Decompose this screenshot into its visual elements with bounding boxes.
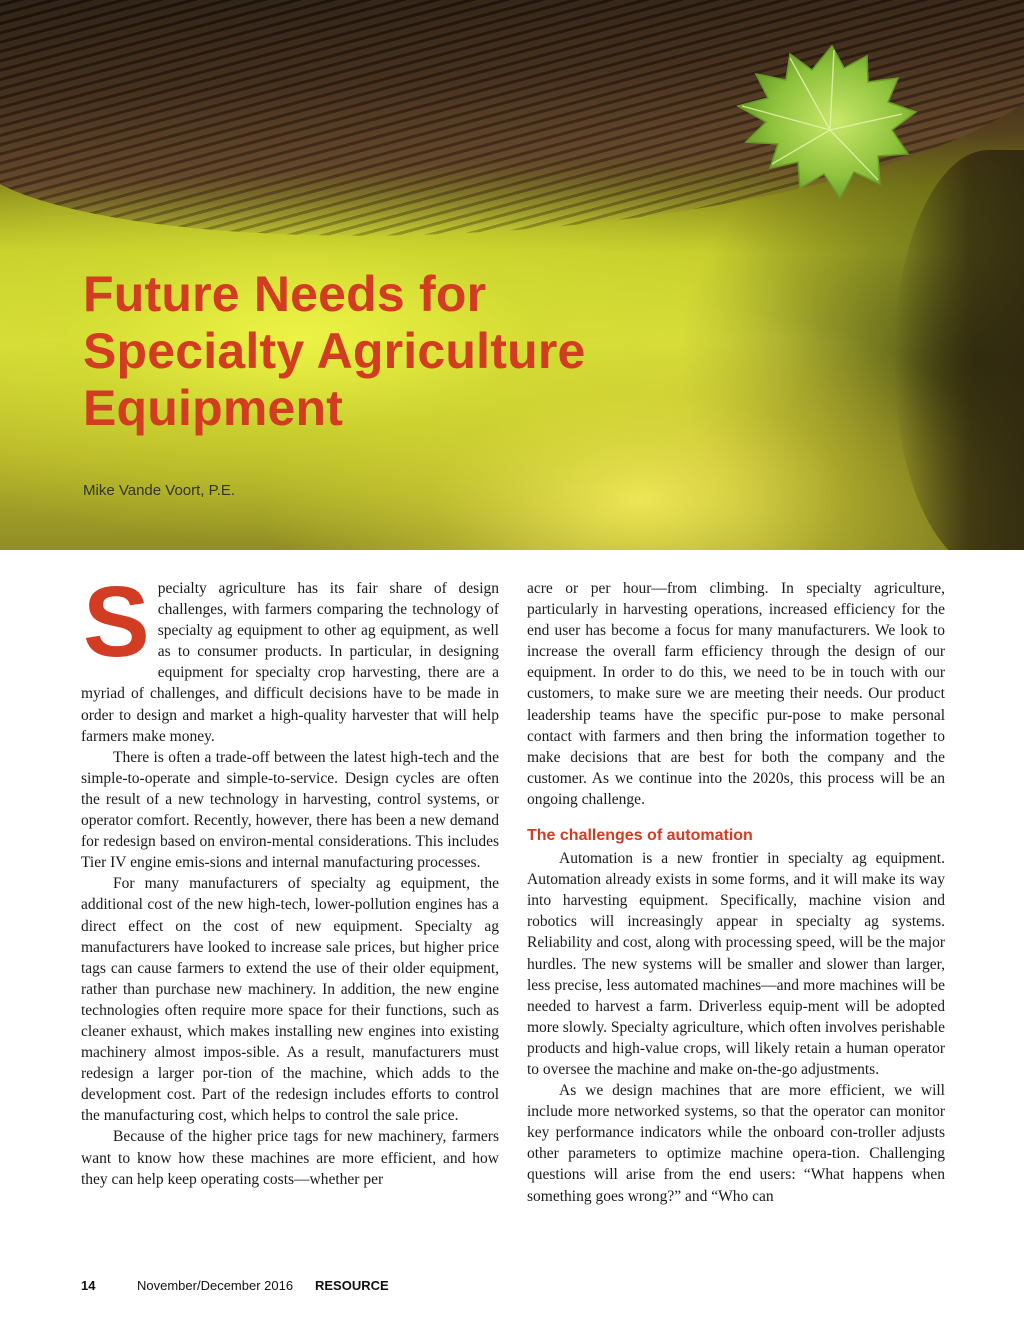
paragraph-5: acre or per hour—from climbing. In specialty agriculture, particularly in harvesting operations, increased efficiency for the end user has become a focus for many manufacturers. We look to increase the overall farm efficiency through the design of our equipment. In order to do this, we need to be in touch with our customers, to make sure we are meeting their needs. Our product leadership teams have the specific pur-pose to make personal contact with farmers and then bring the information together to make decisions that are best for both the company and the customer. As we continue into the 2020s, this process will be an ongoing challenge.: [527, 580, 945, 808]
paragraph-2: There is often a trade-off between the latest high-tech and the simple-to-operate and simple-to-service. Design cycles are often the result of a new technology in harvesting, control systems, or operator comfort. Recently, however, there has been a new demand for redesign based on environ-mental considerations. This includes Tier IV engine emis-sions and internal manufacturing processes.: [81, 748, 499, 872]
paragraph-4: Because of the higher price tags for new machinery, farmers want to know how these machines are more efficient, and how they can help keep operating costs—whether per: [81, 1128, 499, 1188]
left-column: [81, 566, 499, 1190]
page-footer: [81, 1278, 389, 1293]
article-title: [83, 266, 783, 437]
tree-trunk: [894, 150, 1024, 550]
author-byline: Mike Vande Voort, P.E.: [83, 482, 236, 499]
hero-image: [0, 0, 1024, 550]
paragraph-3: For many manufacturers of specialty ag equipment, the additional cost of the new high-tech, lower-pollution engines has a direct effect on the cost of new equipment. Specialty ag manufacturers have looked to increase sale prices, but higher price tags can cause farmers to extend the use of their older equipment, rather than purchase new machinery. In addition, the new engine technologies often require more space for their functions, such as cleaner exhaust, which makes installing new engines into existing machinery almost impos-sible. As a result, manufacturers must redesign a larger por-tion of the machine, which adds to the development cost. Part of the redesign includes efforts to control the manufacturing cost, which helps to control the sale price.: [81, 875, 499, 1125]
page-number: 14: [81, 1278, 96, 1293]
title-line-3: Equipment: [83, 380, 344, 436]
paragraph-1: [81, 566, 499, 747]
publication-name: RESOURCE: [315, 1278, 389, 1293]
grape-leaf-icon: [712, 38, 922, 208]
paragraph-1-text: pecialty agriculture has its fair share of design challenges, with farmers comparing the technology of specialty ag equipment to other ag equipment, as well as to consumer products. In particular, in designing equipment for specialty crop harvesting, there are a myriad of challenges, and difficult decisions have to be made in order to design and market a high-quality harvester that will help farmers make money.: [81, 580, 499, 745]
issue-date: November/December 2016: [137, 1278, 294, 1293]
title-line-2: Specialty Agriculture: [83, 323, 586, 379]
right-column: [527, 578, 945, 1207]
section-heading: The challenges of automation: [527, 827, 753, 845]
paragraph-7: As we design machines that are more efficient, we will include more networked systems, so that the operator can monitor key performance indicators while the onboard con-troller adjusts other parameters to optimize machine opera-tion. Challenging questions will arise from the end users: “What happens when something goes wrong?” and “Who can: [527, 1082, 945, 1205]
drop-cap: S: [83, 566, 150, 678]
paragraph-6: Automation is a new frontier in specialty ag equipment. Automation already exists in some forms, and it will make its way into harvesting equipment. Specifically, machine vision and robotics will increasingly appear in specialty ag systems. Reliability and cost, along with processing speed, will be the major hurdles. The new systems will be smaller and slower than larger, less precise, less automated machines—and more machines will be needed to harvest a farm. Driverless equip-ment will be adopted more slowly. Specialty agriculture, which often involves perishable products and high-value crops, will likely retain a human operator to oversee the machine and make on-the-go adjustments.: [527, 850, 945, 1078]
title-line-1: Future Needs for: [83, 266, 487, 322]
